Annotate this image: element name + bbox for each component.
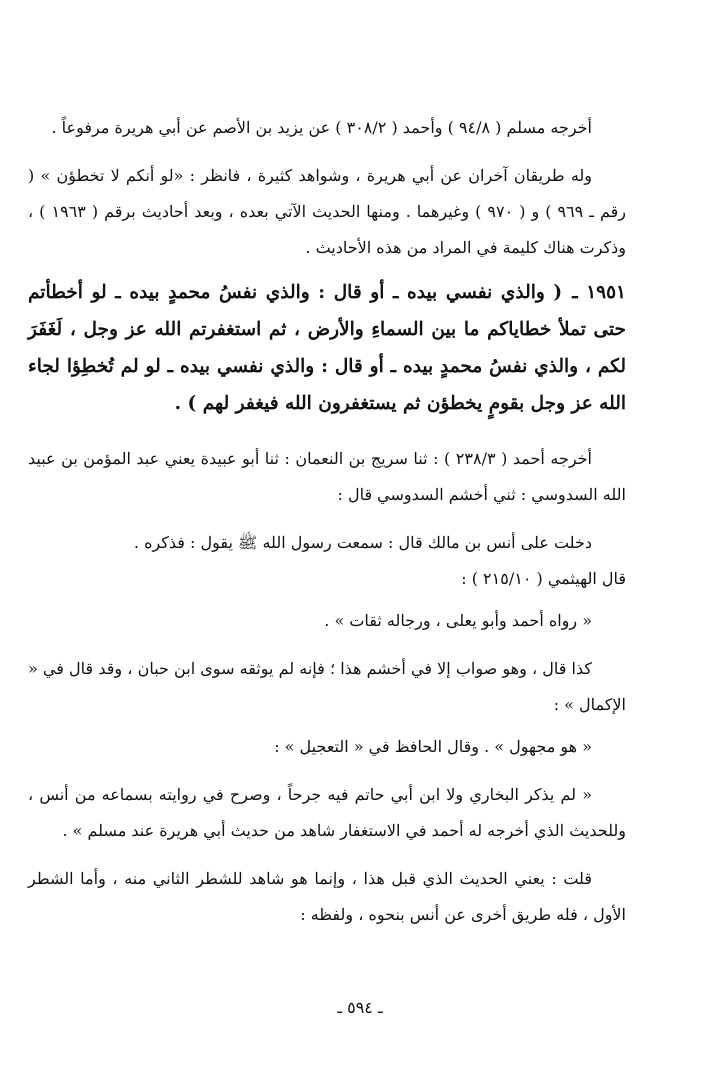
paragraph-haythami: قال الهيثمي ( ٢١٥/١٠ ) : (461, 568, 626, 588)
quote-majhul: « هو مجهول » . وقال الحافظ في « التعجيل » : (274, 736, 592, 756)
hadith-text: ( والذي نفسي بيده ـ أو قال : والذي نفسُ محمدٍ بيده ـ لو أخطأتم حتى تملأ خطاياكم ما بين السماءِ والأرض ، ثم استغفرتم الله عز وجل ، لَغَفَرَ لكم ، والذي نفسُ محمدٍ بيده ـ أو قال : والذي نفسي بيده ـ لو لم تُخطِؤا لجاء الله عز وجل بقومٍ يخطؤن ثم يستغفرون الله فيغفر لهم ) . (28, 282, 626, 414)
paragraph-akhsham-comment: كذا قال ، وهو صواب إلا في أخشم هذا ؛ فإنه لم يوثقه سوى ابن حبان ، وقد قال في « الإكمال » : (28, 658, 626, 714)
quote-tajil: « لم يذكر البخاري ولا ابن أبي حاتم فيه جرحاً ، وصرح في روايته بسماعه من أنس ، وللحديث الذي أخرجه له أحمد في الاستغفار شاهد من حديث أبي هريرة عند مسلم » . (28, 784, 626, 840)
paragraph-author-note: قلت : يعني الحديث الذي قبل هذا ، وإنما هو شاهد للشطر الثاني منه ، وأما الشطر الأول ، فله طريق أخرى عن أنس بنحوه ، ولفظه : (28, 868, 626, 924)
page-body (28, 110, 626, 933)
hadith-number: ١٩٥١ ـ (572, 282, 626, 303)
paragraph-takhrij-ahmad: أخرجه أحمد ( ٢٣٨/٣ ) : ثنا سريج بن النعمان : ثنا أبو عبيدة يعني عبد المؤمن بن عبيد الله السدوسي : ثني أخشم السدوسي قال : (28, 448, 626, 504)
page-number: ـ ٥٩٤ ـ (337, 998, 383, 1017)
quote-haythami: « رواه أحمد وأبو يعلى ، ورجاله ثقات » . (324, 610, 592, 630)
paragraph-takhrij-muslim: أخرجه مسلم ( ٩٤/٨ ) وأحمد ( ٣٠٨/٢ ) عن يزيد بن الأصم عن أبي هريرة مرفوعاً . (51, 118, 592, 137)
paragraph-other-routes: وله طريقان آخران عن أبي هريرة ، وشواهد كثيرة ، فانظر : «لو أنكم لا تخطؤن » ( رقم ـ ٩٦٩ ) و ( ٩٧٠ ) وغيرهما . ومنها الحديث الآتي بعده ، وبعد أحاديث برقم ( ١٩٦٣ ) ، وذكرت هناك كليمة في المراد من هذه الأحاديث . (28, 166, 627, 257)
hadith-block (28, 274, 626, 422)
paragraph-anas-narration: دخلت على أنس بن مالك قال : سمعت رسول الله ﷺ يقول : فذكره . (133, 532, 592, 552)
